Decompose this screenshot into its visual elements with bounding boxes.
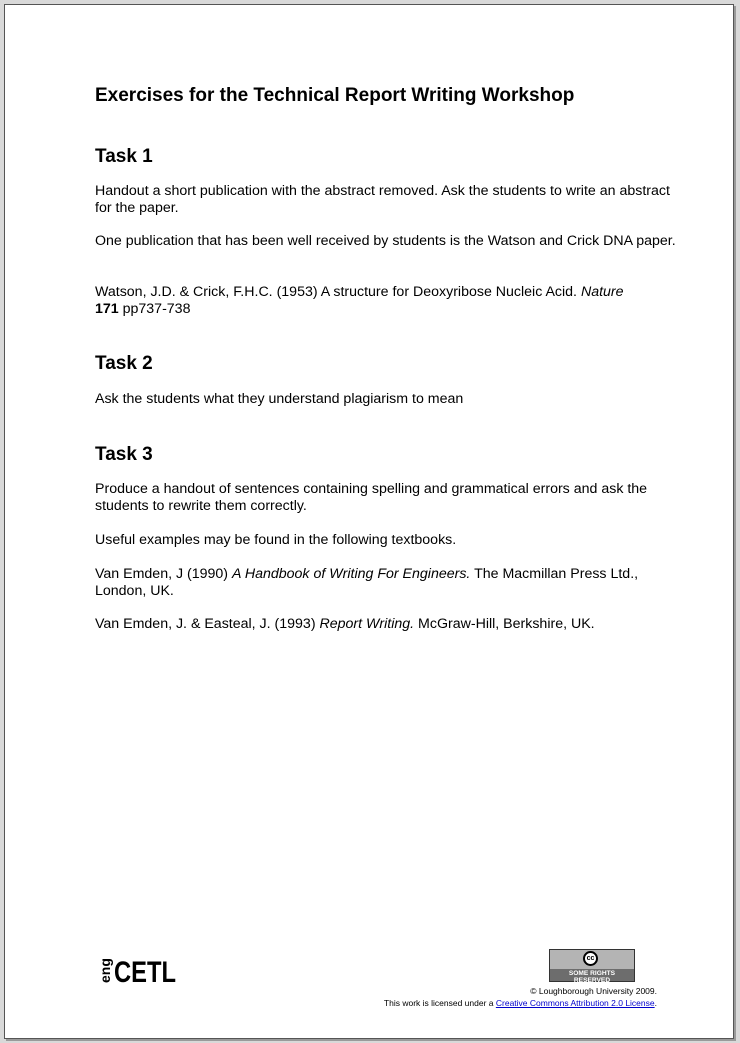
page-title: Exercises for the Technical Report Writing Workshop — [95, 85, 575, 106]
task2-paragraph-1: Ask the students what they understand plagiarism to mean — [95, 391, 464, 407]
task1-paragraph-1: Handout a short publication with the abstract removed. Ask the students to write an abstract for the paper. — [95, 183, 670, 216]
license-suffix: . — [654, 998, 657, 1008]
task1-paragraph-2: One publication that has been well received by students is the Watson and Crick DNA paper. — [95, 233, 676, 249]
task3-heading: Task 3 — [95, 444, 153, 465]
task3-ref2-title: Report Writing. — [319, 616, 415, 632]
copyright-line: © Loughborough University 2009. — [530, 986, 657, 996]
task3-ref1-author: Van Emden, J (1990) — [95, 566, 232, 582]
cc-badge-top — [550, 950, 634, 969]
license-link[interactable]: Creative Commons Attribution 2.0 License — [495, 998, 655, 1008]
task3-ref2-publisher: McGraw-Hill, Berkshire, UK. — [414, 616, 595, 632]
task3-ref2-author: Van Emden, J. & Easteal, J. (1993) — [95, 616, 320, 632]
cc-badge-label: SOME RIGHTS RESERVED — [568, 970, 616, 984]
task3-paragraph-2: Useful examples may be found in the following textbooks. — [95, 532, 457, 548]
task1-heading: Task 1 — [95, 146, 153, 167]
task3-ref1-title: A Handbook of Writing For Engineers. — [231, 566, 471, 582]
creative-commons-badge[interactable] — [549, 949, 635, 982]
copyright-notice — [384, 985, 657, 1009]
eng-cetl-logo — [97, 949, 177, 989]
logo-big-text: CETL — [114, 956, 176, 989]
task1-ref-journal: Nature — [580, 284, 624, 300]
task3-paragraph-1: Produce a handout of sentences containing spelling and grammatical errors and ask the students to rewrite them correctly. — [95, 481, 648, 514]
task1-ref-volume: 171 — [95, 301, 119, 317]
license-line — [384, 997, 657, 1009]
license-prefix: This work is licensed under a — [383, 998, 496, 1008]
task3-reference-2 — [95, 616, 680, 633]
task1-ref-pages: pp737-738 — [118, 301, 191, 317]
task3-ref1-publisher: The Macmillan Press Ltd., London, UK. — [95, 566, 639, 599]
cc-icon: cc — [583, 951, 598, 966]
task2-heading: Task 2 — [95, 353, 153, 374]
document-page — [4, 4, 734, 1039]
task1-ref-main: Watson, J.D. & Crick, F.H.C. (1953) A structure for Deoxyribose Nucleic Acid. — [95, 284, 581, 300]
logo-small-text: eng — [97, 958, 113, 983]
task3-reference-1 — [95, 566, 680, 600]
task1-reference — [95, 284, 680, 318]
